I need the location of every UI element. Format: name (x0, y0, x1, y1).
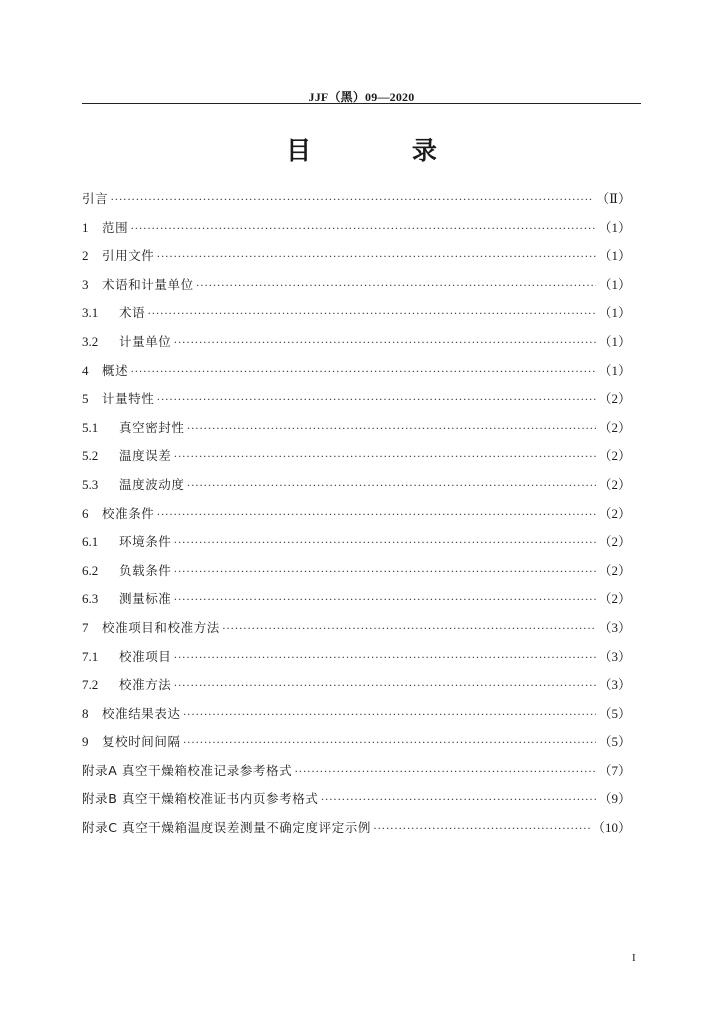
toc-entry-number: 5.1 (82, 419, 99, 435)
toc-dot-leader (173, 446, 596, 466)
toc-entry-title: 校准项目 (119, 648, 172, 664)
toc-entry[interactable] (82, 618, 631, 647)
toc-entry-number: 9 (82, 734, 89, 750)
toc-entry[interactable] (82, 332, 631, 361)
toc-entry-title: 引言 (82, 191, 109, 206)
toc-entry-title: 附录C 真空干燥箱温度误差测量不确定度评定示例 (82, 820, 372, 836)
toc-entry-number: 1 (82, 219, 89, 235)
toc-entry[interactable] (82, 275, 631, 304)
toc-dot-leader (173, 647, 596, 667)
toc-entry-title: 校准条件 (102, 505, 155, 521)
toc-entry[interactable] (82, 647, 631, 676)
toc-dot-leader (183, 732, 597, 752)
toc-entry-page: （2） (598, 591, 631, 607)
toc-entry-page: （1） (598, 305, 631, 321)
toc-entry-title: 术语 (119, 305, 146, 321)
toc-entry-page: （1） (598, 219, 631, 235)
toc-dot-leader (320, 789, 596, 809)
toc-entry-number: 3 (82, 276, 89, 292)
toc-entry[interactable] (82, 761, 631, 790)
toc-entry-number: 4 (82, 362, 89, 378)
toc-entry-number: 5 (82, 391, 89, 407)
toc-entry[interactable] (82, 818, 631, 847)
toc-entry-title: 校准方法 (119, 677, 172, 693)
toc-dot-leader (130, 218, 596, 238)
toc-entry[interactable] (82, 189, 631, 218)
toc-entry-title: 测量标准 (119, 591, 172, 607)
toc-entry-number: 7 (82, 619, 89, 635)
toc-dot-leader (173, 675, 596, 695)
toc-entry[interactable] (82, 475, 631, 504)
page-number: I (632, 952, 636, 964)
toc-entry-number: 3.1 (82, 305, 99, 321)
toc-entry[interactable] (82, 446, 631, 475)
toc-dot-leader (294, 761, 596, 781)
toc-dot-leader (156, 504, 596, 524)
toc-entry-number: 3.2 (82, 333, 99, 349)
header-divider (82, 103, 641, 104)
toc-entry-number: 5.3 (82, 476, 99, 492)
toc-dot-leader (130, 361, 596, 381)
toc-dot-leader (183, 704, 597, 724)
toc-entry-page: （5） (598, 734, 631, 750)
toc-dot-leader (173, 532, 596, 552)
toc-entry-number: 6 (82, 505, 89, 521)
toc-entry-page: （3） (598, 677, 631, 693)
toc-dot-leader (187, 418, 597, 438)
toc-entry[interactable] (82, 532, 631, 561)
toc-dot-leader (110, 189, 594, 209)
toc-entry-page: （2） (598, 448, 631, 464)
toc-dot-leader (373, 818, 590, 838)
toc-dot-leader (147, 303, 596, 323)
toc-entry-page: （9） (598, 791, 631, 807)
toc-entry-page: （1） (598, 248, 631, 264)
toc-entry-page: （3） (598, 648, 631, 664)
toc-entry-page: （1） (598, 362, 631, 378)
toc-dot-leader (187, 475, 597, 495)
toc-entry-page: （3） (598, 619, 631, 635)
toc-entry-title: 温度波动度 (119, 476, 185, 492)
toc-entry-number: 2 (82, 248, 89, 264)
toc-dot-leader (173, 589, 596, 609)
toc-entry-number: 6.2 (82, 562, 99, 578)
toc-entry-page: （2） (598, 391, 631, 407)
toc-entry[interactable] (82, 218, 631, 247)
toc-entry[interactable] (82, 303, 631, 332)
toc-entry-page: （10） (591, 820, 631, 836)
toc-entry-title: 概述 (102, 362, 129, 378)
toc-entry-title: 真空密封性 (119, 419, 185, 435)
toc-entry-title: 负载条件 (119, 562, 172, 578)
toc-entry[interactable] (82, 361, 631, 390)
toc-entry[interactable] (82, 732, 631, 761)
toc-dot-leader (156, 246, 596, 266)
toc-dot-leader (173, 561, 596, 581)
toc-entry-page: （Ⅱ） (596, 191, 631, 206)
page-title: 目 录 (286, 136, 483, 165)
document-code-header: JJF（黑）09—2020 (308, 90, 415, 104)
toc-entry-title: 引用文件 (102, 248, 155, 264)
toc-entry[interactable] (82, 418, 631, 447)
toc-entry[interactable] (82, 589, 631, 618)
toc-entry-page: （1） (598, 276, 631, 292)
toc-dot-leader (173, 332, 596, 352)
toc-entry-number: 6.1 (82, 534, 99, 550)
toc-entry-page: （2） (598, 419, 631, 435)
toc-entry[interactable] (82, 389, 631, 418)
toc-entry-number: 7.1 (82, 648, 99, 664)
toc-entry-page: （2） (598, 534, 631, 550)
toc-entry-title: 范围 (102, 219, 129, 235)
toc-entry[interactable] (82, 246, 631, 275)
toc-entry-title: 术语和计量单位 (102, 276, 194, 292)
toc-entry-title: 温度误差 (119, 448, 172, 464)
toc-entry-number: 5.2 (82, 448, 99, 464)
toc-dot-leader (156, 389, 596, 409)
toc-entry-page: （5） (598, 705, 631, 721)
table-of-contents (82, 189, 631, 847)
toc-entry-number: 7.2 (82, 677, 99, 693)
toc-entry-number: 6.3 (82, 591, 99, 607)
toc-entry-number: 8 (82, 705, 89, 721)
toc-entry-page: （2） (598, 505, 631, 521)
toc-entry-title: 环境条件 (119, 534, 172, 550)
toc-entry[interactable] (82, 675, 631, 704)
toc-entry-title: 复校时间间隔 (102, 734, 181, 750)
toc-entry-title: 校准项目和校准方法 (102, 619, 220, 635)
toc-dot-leader (196, 275, 597, 295)
toc-entry-title: 计量特性 (102, 391, 155, 407)
toc-entry-title: 计量单位 (119, 333, 172, 349)
toc-entry-page: （1） (598, 333, 631, 349)
toc-entry-title: 附录A 真空干燥箱校准记录参考格式 (82, 762, 293, 778)
toc-entry-title: 校准结果表达 (102, 705, 181, 721)
toc-entry[interactable] (82, 789, 631, 818)
toc-entry[interactable] (82, 561, 631, 590)
toc-entry-title: 附录B 真空干燥箱校准证书内页参考格式 (82, 791, 319, 807)
toc-entry-page: （7） (598, 762, 631, 778)
toc-dot-leader (222, 618, 597, 638)
toc-entry-page: （2） (598, 562, 631, 578)
toc-entry[interactable] (82, 504, 631, 533)
toc-entry-page: （2） (598, 476, 631, 492)
toc-entry[interactable] (82, 704, 631, 733)
